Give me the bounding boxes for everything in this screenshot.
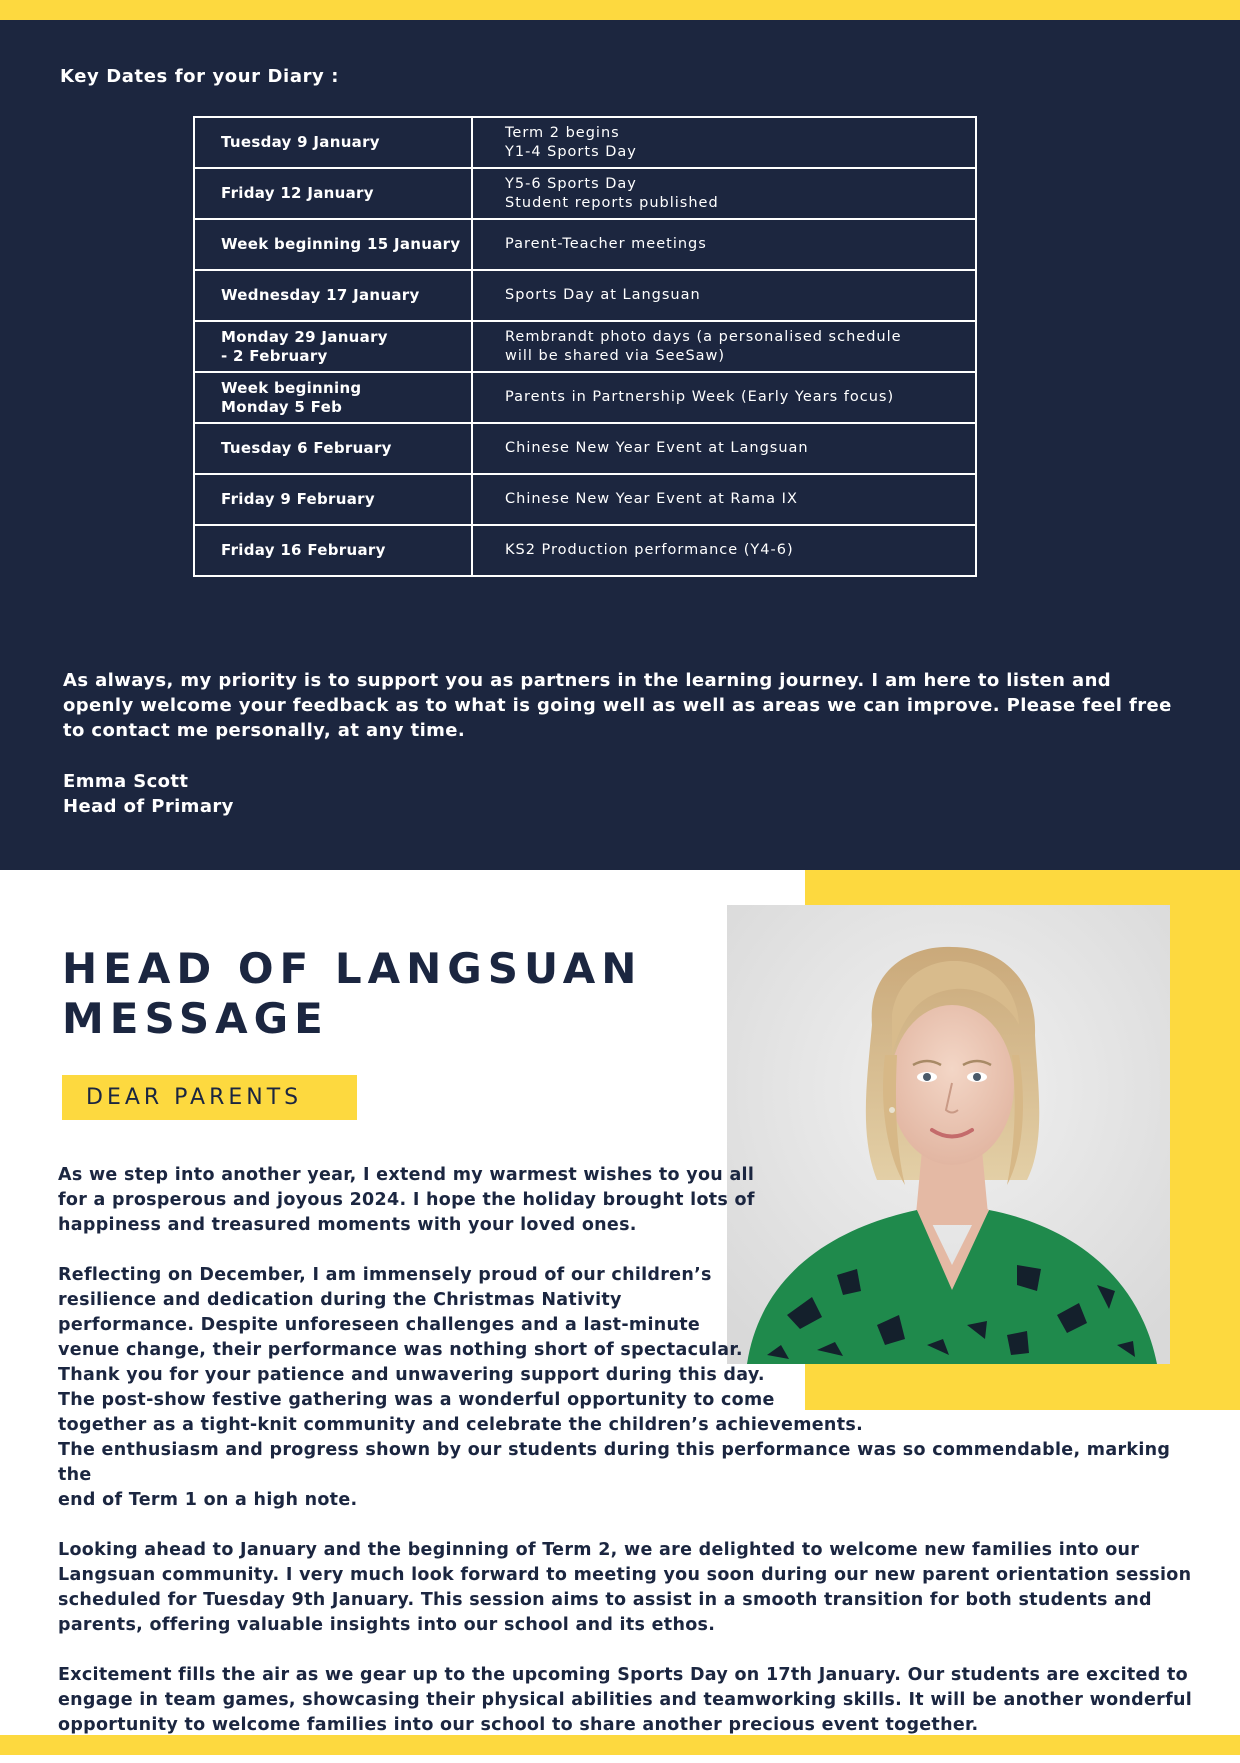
event-cell: Chinese New Year Event at Langsuan (472, 423, 976, 474)
greeting-text: DEAR PARENTS (86, 1085, 303, 1110)
message-paragraph: Excitement fills the air as we gear up to the upcoming Sports Day on 17th January. Our students are excited to engage in team games, showcasing their physical abilities and teamworking skills. It will be another wonderful opportunity to welcome families into our school to share another precious event together. (58, 1665, 1193, 1735)
table-row (194, 168, 976, 219)
key-dates-heading: Key Dates for your Diary : (60, 66, 340, 87)
date-cell: Monday 29 January - 2 February (194, 321, 472, 372)
bottom-accent-stripe (0, 1735, 1240, 1755)
message-title: HEAD OF LANGSUAN MESSAGE (62, 944, 643, 1043)
date-cell: Week beginning Monday 5 Feb (194, 372, 472, 423)
signatory-name: Emma Scott (63, 771, 189, 792)
event-cell: Parents in Partnership Week (Early Years focus) (472, 372, 976, 423)
closing-paragraph: As always, my priority is to support you as partners in the learning journey. I am here to listen and openly welcome your feedback as to what is going well as well as areas we can improve. Please feel free to contact me personally, at any time. (63, 670, 1172, 741)
table-row (194, 474, 976, 525)
table-row (194, 270, 976, 321)
date-cell: Friday 12 January (194, 168, 472, 219)
date-cell: Tuesday 9 January (194, 117, 472, 168)
table-row (194, 372, 976, 423)
message-paragraph: As we step into another year, I extend my warmest wishes to you all for a prosperous and joyous 2024. I hope the holiday brought lots of happiness and treasured moments with your loved ones. (58, 1165, 755, 1235)
event-cell: KS2 Production performance (Y4-6) (472, 525, 976, 576)
table-row (194, 117, 976, 168)
event-cell: Y5-6 Sports Day Student reports published (472, 168, 976, 219)
signatory-role: Head of Primary (63, 796, 234, 817)
event-cell: Sports Day at Langsuan (472, 270, 976, 321)
message-paragraph: Looking ahead to January and the beginning of Term 2, we are delighted to welcome new families into our Langsuan community. I very much look forward to meeting you soon during our new parent orientation session scheduled for Tuesday 9th January. This session aims to assist in a smooth transition for both students and parents, offering valuable insights into our school and its ethos. (58, 1540, 1192, 1635)
date-cell: Week beginning 15 January (194, 219, 472, 270)
table-row (194, 219, 976, 270)
greeting-banner (62, 1075, 357, 1120)
message-paragraph: Reflecting on December, I am immensely proud of our children’s resilience and dedication during the Christmas Nativity performance. Despite unforeseen challenges and a last-minute venue change, their performance was nothing short of spectacular. Thank you for your patience and unwavering support during this day. The post-show festive gathering was a wonderful opportunity to come together as a tight-knit community and celebrate the children’s achievements. The enthusiasm and progress shown by our students during this performance was so commendable, marking the end of Term 1 on a high note. (58, 1265, 1171, 1510)
message-body (58, 1163, 1198, 1763)
event-cell: Rembrandt photo days (a personalised schedule will be shared via SeeSaw) (472, 321, 976, 372)
date-cell: Wednesday 17 January (194, 270, 472, 321)
date-cell: Friday 9 February (194, 474, 472, 525)
key-dates-table (193, 116, 977, 577)
table-row (194, 525, 976, 576)
table-row (194, 321, 976, 372)
event-cell: Parent-Teacher meetings (472, 219, 976, 270)
event-cell: Chinese New Year Event at Rama IX (472, 474, 976, 525)
signature-block (63, 769, 234, 819)
top-accent-stripe (0, 0, 1240, 20)
date-cell: Friday 16 February (194, 525, 472, 576)
event-cell: Term 2 begins Y1-4 Sports Day (472, 117, 976, 168)
table-row (194, 423, 976, 474)
date-cell: Tuesday 6 February (194, 423, 472, 474)
